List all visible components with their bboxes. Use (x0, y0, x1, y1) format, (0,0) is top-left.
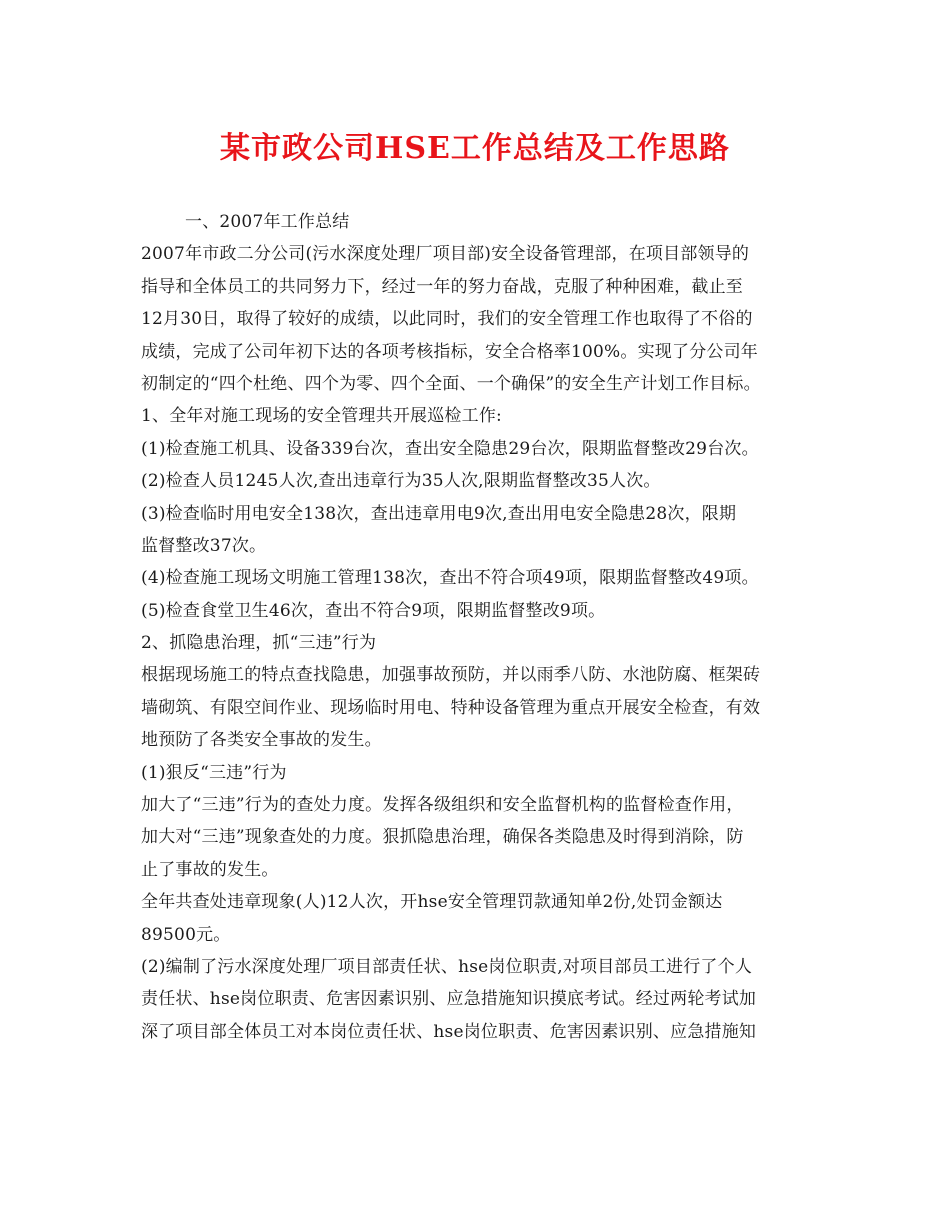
list-item-line: 监督整改37次。 (141, 535, 267, 556)
document-body (141, 206, 831, 1048)
list-item-line: (5)检查食堂卫生46次，查出不符合9项，限期监督整改9项。 (141, 600, 606, 621)
paragraph-line: 初制定的“四个杜绝、四个为零、四个全面、一个确保”的安全生产计划工作目标。 (141, 373, 761, 394)
paragraph-line: 2007年市政二分公司(污水深度处理厂项目部)安全设备管理部，在项目部领导的 (141, 244, 750, 265)
paragraph-line: 加大了“三违”行为的查处力度。发挥各级组织和安全监督机构的监督检查作用， (141, 795, 744, 816)
paragraph-line: 指导和全体员工的共同努力下，经过一年的努力奋战，克服了种种困难，截止至 (141, 276, 743, 297)
subsection-heading-hazard-control: 2、抓隐患治理，抓“三违”行为 (141, 633, 377, 654)
paragraph-line: 加大对“三违”现象查处的力度。狠抓隐患治理，确保各类隐患及时得到消除，防 (141, 827, 744, 848)
paragraph-line: 责任状、hse岗位职责、危害因素识别、应急措施知识摸底考试。经过两轮考试加 (141, 989, 757, 1010)
list-item-line: (1)检查施工机具、设备339台次，查出安全隐患29台次，限期监督整改29台次。 (141, 438, 759, 459)
list-item-line: (3)检查临时用电安全138次，查出违章用电9次,查出用电安全隐患28次，限期 (141, 503, 737, 524)
paragraph-line: 12月30日，取得了较好的成绩，以此同时，我们的安全管理工作也取得了不俗的 (141, 309, 753, 330)
paragraph-line: 止了事故的发生。 (141, 859, 279, 880)
paragraph-line: 全年共查处违章现象(人)12人次，开hse安全管理罚款通知单2份,处罚金额达 (141, 892, 723, 913)
document-title: 某市政公司HSE工作总结及工作思路 (220, 131, 730, 166)
paragraph-line: 深了项目部全体员工对本岗位责任状、hse岗位职责、危害因素识别、应急措施知 (141, 1021, 757, 1042)
list-item-line: (2)编制了污水深度处理厂项目部责任状、hse岗位职责,对项目部员工进行了个人 (141, 956, 753, 977)
paragraph-line: 成绩，完成了公司年初下达的各项考核指标，安全合格率100%。实现了分公司年 (141, 341, 758, 362)
list-item-line: (4)检查施工现场文明施工管理138次，查出不符合项49项，限期监督整改49项。 (141, 568, 759, 589)
subsection-heading-inspections: 1、全年对施工现场的安全管理共开展巡检工作: (141, 406, 502, 427)
list-item-line: (1)狠反“三违”行为 (141, 762, 287, 783)
list-item-line: (2)检查人员1245人次,查出违章行为35人次,限期监督整改35人次。 (141, 471, 661, 492)
paragraph-line: 墙砌筑、有限空间作业、现场临时用电、特种设备管理为重点开展安全检查，有效 (141, 697, 761, 718)
paragraph-line: 根据现场施工的特点查找隐患，加强事故预防，并以雨季八防、水池防腐、框架砖 (141, 665, 761, 686)
paragraph-line: 地预防了各类安全事故的发生。 (141, 730, 382, 751)
section-heading-2007-summary: 一、2007年工作总结 (185, 212, 350, 232)
paragraph-line: 89500元。 (141, 924, 231, 945)
